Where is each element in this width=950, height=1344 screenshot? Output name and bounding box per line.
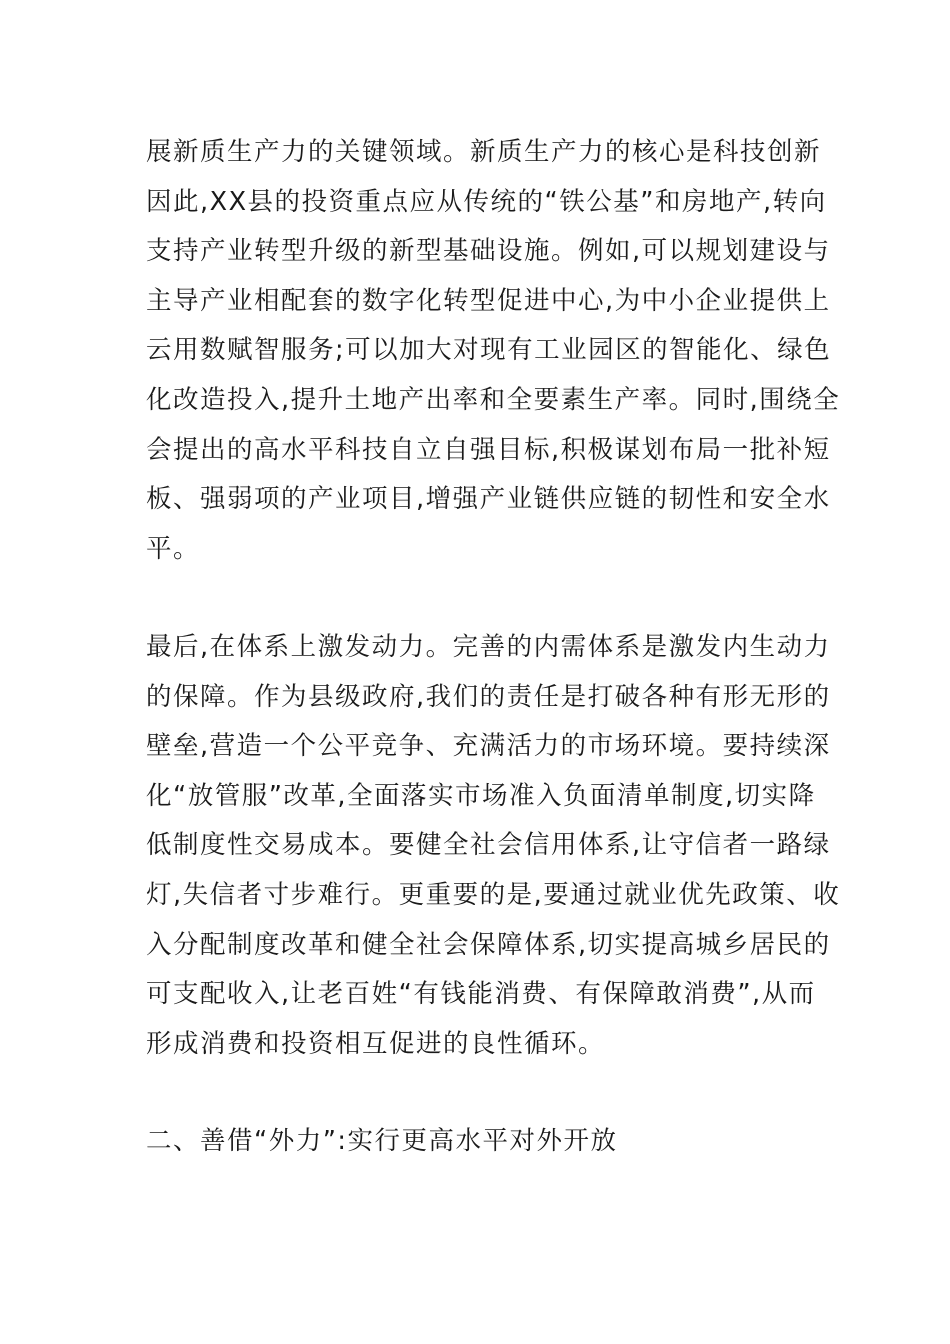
text-line: 的保障。作为县级政府,我们的责任是打破各种有形无形的 bbox=[146, 681, 831, 712]
text-line: 会提出的高水平科技自立自强目标,积极谋划布局一批补短 bbox=[146, 434, 831, 465]
text-line: 形成消费和投资相互促进的良性循环。 bbox=[146, 1028, 606, 1059]
text-line: 化改造投入,提升土地产出率和全要素生产率。同时,围绕全 bbox=[146, 384, 841, 415]
text-line: 云用数赋智服务;可以加大对现有工业园区的智能化、绿色 bbox=[146, 335, 832, 366]
text-line: 最后,在体系上激发动力。完善的内需体系是激发内生动力 bbox=[146, 632, 831, 662]
text-line: 因此,XX县的投资重点应从传统的“铁公基”和房地产,转向 bbox=[146, 186, 827, 217]
text-line: 低制度性交易成本。要健全社会信用体系,让守信者一路绿 bbox=[146, 830, 831, 861]
text-line: 平。 bbox=[146, 533, 201, 564]
paragraph-investment-focus bbox=[146, 128, 841, 574]
section-heading-text: 二、善借“外力”:实行更高水平对外开放 bbox=[146, 1126, 618, 1156]
text-line: 入分配制度改革和健全社会保障体系,切实提高城乡居民的 bbox=[146, 929, 831, 960]
text-line: 化“放管服”改革,全面落实市场准入负面清单制度,切实降 bbox=[146, 780, 816, 811]
text-line: 板、强弱项的产业项目,增强产业链供应链的韧性和安全水 bbox=[146, 484, 831, 515]
text-line: 支持产业转型升级的新型基础设施。例如,可以规划建设与 bbox=[146, 236, 831, 267]
paragraph-system-motivation bbox=[146, 623, 841, 1069]
section-heading bbox=[146, 1117, 808, 1167]
text-line: 壁垒,营造一个公平竞争、充满活力的市场环境。要持续深 bbox=[146, 731, 831, 762]
text-line: 主导产业相配套的数字化转型促进中心,为中小企业提供上 bbox=[146, 285, 831, 316]
text-line: 展新质生产力的关键领域。新质生产力的核心是科技创新 bbox=[146, 137, 822, 167]
text-line: 可支配收入,让老百姓“有钱能消费、有保障敢消费”,从而 bbox=[146, 979, 816, 1010]
text-line: 灯,失信者寸步难行。更重要的是,要通过就业优先政策、收 bbox=[146, 879, 841, 910]
